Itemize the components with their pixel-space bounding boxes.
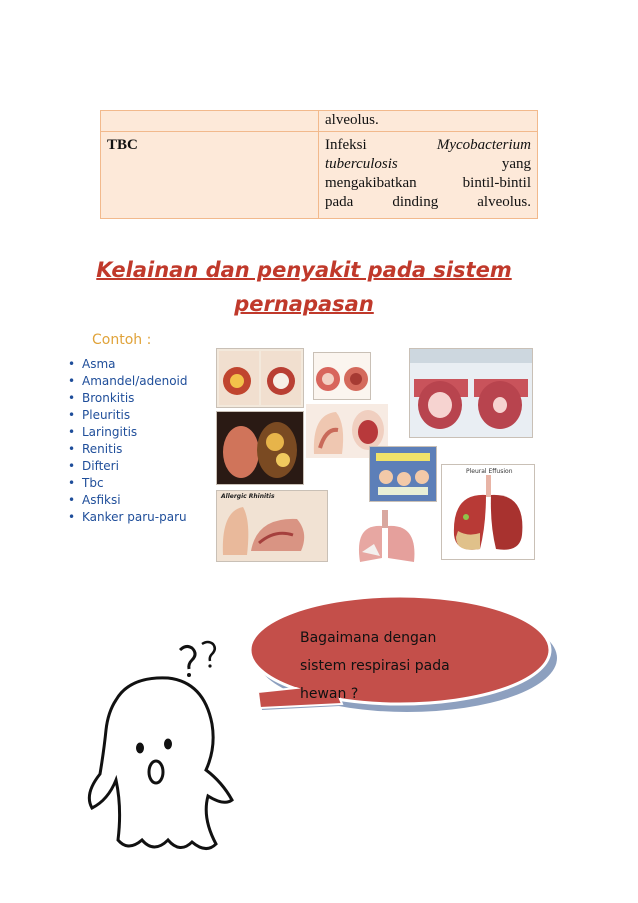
disease-list-item: • Laringitis [68, 424, 188, 441]
pleural-label: Pleural Effusion [466, 468, 513, 475]
disease-list-item: • Renitis [68, 441, 188, 458]
diphtheria-infographic [369, 446, 437, 502]
desc-word: tuberculosis [325, 156, 398, 172]
disease-table [100, 110, 538, 219]
lung-illustration [334, 508, 438, 566]
pleural-effusion-illustration [441, 464, 535, 560]
disease-list-item: • Kanker paru-paru [68, 509, 188, 526]
desc-word: Mycobacterium [436, 137, 531, 153]
contoh-label: Contoh : [92, 332, 152, 348]
bubble-line: hewan ? [300, 686, 359, 702]
desc-word: yang [501, 156, 531, 172]
disease-list-item: • Difteri [68, 458, 188, 475]
table-cell-description [319, 132, 538, 219]
desc-word: mengakibatkan [325, 175, 417, 191]
disease-list-item: • Amandel/adenoid [68, 373, 188, 390]
table-cell-name [101, 111, 319, 132]
asthma-airway-illustration [409, 348, 533, 438]
lung-xray-image [216, 411, 304, 485]
throat-illustration [313, 352, 371, 400]
bubble-line: sistem respirasi pada [300, 658, 450, 674]
desc-word: bintil-bintil [462, 175, 531, 191]
desc-word: pada dinding alveolus. [325, 194, 531, 210]
allergic-label: Allergic Rhinitis [221, 493, 275, 500]
disease-slide [66, 246, 542, 568]
disease-list-item: • Tbc [68, 475, 188, 492]
bronchus-illustration [216, 348, 304, 408]
table-row [101, 111, 538, 132]
slide-title: pernapasan [234, 292, 374, 316]
disease-list-item: • Pleuritis [68, 407, 188, 424]
table-row [101, 132, 538, 219]
desc-word: Infeksi [325, 137, 367, 153]
table-cell-description: alveolus. [319, 111, 538, 132]
ghost-character [56, 640, 286, 890]
allergic-rhinitis-illustration [216, 490, 328, 562]
disease-list-item: • Bronkitis [68, 390, 188, 407]
disease-list-item: • Asfiksi [68, 492, 188, 509]
bubble-line: Bagaimana dengan [300, 630, 437, 646]
disease-list [68, 356, 188, 526]
disease-list-item: • Asma [68, 356, 188, 373]
table-cell-name: TBC [101, 132, 319, 219]
slide-title: Kelainan dan penyakit pada sistem [96, 258, 512, 282]
